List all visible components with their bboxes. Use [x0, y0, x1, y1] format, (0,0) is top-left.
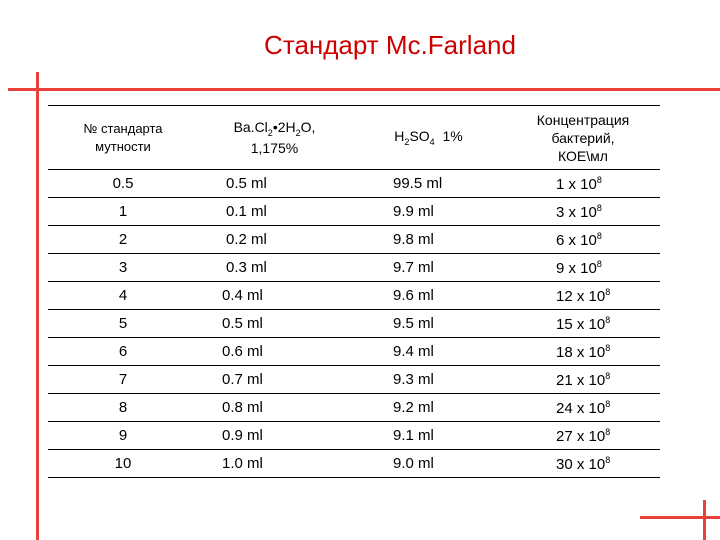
cell-bacl2-volume: 0.5 ml: [198, 170, 351, 198]
table-row: [48, 198, 660, 226]
header-standard-number: № стандарта мутности: [48, 106, 198, 170]
table-row: [48, 170, 660, 198]
concentration-value: 27 x 10: [556, 427, 606, 445]
cell-h2so4-volume: 9.9 ml: [351, 198, 506, 226]
table-row: [48, 310, 660, 338]
cell-h2so4-volume: 99.5 ml: [351, 170, 506, 198]
cell-concentration: [506, 226, 660, 254]
cell-h2so4-volume: 9.2 ml: [351, 394, 506, 422]
concentration-value: 21 x 10: [556, 371, 606, 389]
table-row: [48, 282, 660, 310]
cell-h2so4-volume: 9.8 ml: [351, 226, 506, 254]
cell-standard-number: 5: [48, 310, 198, 338]
cell-concentration: [506, 310, 660, 338]
concentration-exponent: 8: [596, 230, 602, 241]
cell-bacl2-volume: 0.5 ml: [198, 310, 351, 338]
cell-bacl2-volume: 0.9 ml: [198, 422, 351, 450]
cell-h2so4-volume: 9.4 ml: [351, 338, 506, 366]
cell-bacl2-volume: 0.2 ml: [198, 226, 351, 254]
header-concentration: Концентрация бактерий, КОЕ\мл: [506, 106, 660, 170]
concentration-exponent: 8: [605, 370, 611, 381]
concentration-value: 24 x 10: [556, 399, 606, 417]
table-header-row: [48, 106, 660, 170]
decorative-vertical-line-right: [703, 500, 706, 540]
header-h2so4: $H_2SO_4$ 1%: [351, 106, 506, 170]
cell-standard-number: 7: [48, 366, 198, 394]
decorative-vertical-line-left: [36, 72, 39, 540]
cell-concentration: [506, 450, 660, 478]
concentration-value: 12 x 10: [556, 287, 606, 305]
cell-concentration: [506, 254, 660, 282]
cell-bacl2-volume: 0.1 ml: [198, 198, 351, 226]
concentration-value: 15 x 10: [556, 315, 606, 333]
concentration-value: 6 x 10: [556, 231, 597, 249]
cell-bacl2-volume: 0.8 ml: [198, 394, 351, 422]
cell-concentration: [506, 422, 660, 450]
concentration-value: 18 x 10: [556, 343, 606, 361]
concentration-value: 1 x 10: [556, 175, 597, 193]
slide-title: Стандарт Mc.Farland: [264, 30, 516, 60]
cell-standard-number: 6: [48, 338, 198, 366]
table-row: [48, 338, 660, 366]
decorative-horizontal-line-top: [8, 88, 720, 91]
cell-h2so4-volume: 9.1 ml: [351, 422, 506, 450]
cell-bacl2-volume: 0.4 ml: [198, 282, 351, 310]
concentration-exponent: 8: [605, 398, 611, 409]
cell-bacl2-volume: 0.6 ml: [198, 338, 351, 366]
table-row: [48, 422, 660, 450]
cell-h2so4-volume: 9.0 ml: [351, 450, 506, 478]
cell-standard-number: 3: [48, 254, 198, 282]
cell-bacl2-volume: 0.7 ml: [198, 366, 351, 394]
cell-h2so4-volume: 9.5 ml: [351, 310, 506, 338]
table-row: [48, 450, 660, 478]
decorative-horizontal-line-bottom: [640, 516, 720, 519]
table-row: [48, 226, 660, 254]
concentration-exponent: 8: [605, 426, 611, 437]
table-row: [48, 366, 660, 394]
concentration-exponent: 8: [605, 286, 611, 297]
concentration-value: 30 x 10: [556, 455, 606, 473]
cell-h2so4-volume: 9.6 ml: [351, 282, 506, 310]
concentration-exponent: 8: [605, 454, 611, 465]
concentration-value: 9 x 10: [556, 259, 597, 277]
concentration-exponent: 8: [605, 314, 611, 325]
concentration-exponent: 8: [596, 202, 602, 213]
cell-standard-number: 1: [48, 198, 198, 226]
cell-standard-number: 9: [48, 422, 198, 450]
cell-standard-number: 8: [48, 394, 198, 422]
cell-h2so4-volume: 9.7 ml: [351, 254, 506, 282]
cell-concentration: [506, 394, 660, 422]
cell-concentration: [506, 338, 660, 366]
cell-standard-number: 10: [48, 450, 198, 478]
cell-h2so4-volume: 9.3 ml: [351, 366, 506, 394]
header-bacl2: $Ba.Cl_2•2H_2O$, 1,175%: [198, 106, 351, 170]
concentration-exponent: 8: [596, 174, 602, 185]
cell-bacl2-volume: 0.3 ml: [198, 254, 351, 282]
mcfarland-standards-table: [48, 105, 660, 478]
concentration-value: 3 x 10: [556, 203, 597, 221]
cell-concentration: [506, 282, 660, 310]
cell-bacl2-volume: 1.0 ml: [198, 450, 351, 478]
cell-standard-number: 4: [48, 282, 198, 310]
cell-standard-number: 2: [48, 226, 198, 254]
cell-concentration: [506, 198, 660, 226]
concentration-exponent: 8: [605, 342, 611, 353]
concentration-exponent: 8: [596, 258, 602, 269]
cell-concentration: [506, 366, 660, 394]
cell-concentration: [506, 170, 660, 198]
table-row: [48, 394, 660, 422]
cell-standard-number: 0.5: [48, 170, 198, 198]
table-row: [48, 254, 660, 282]
